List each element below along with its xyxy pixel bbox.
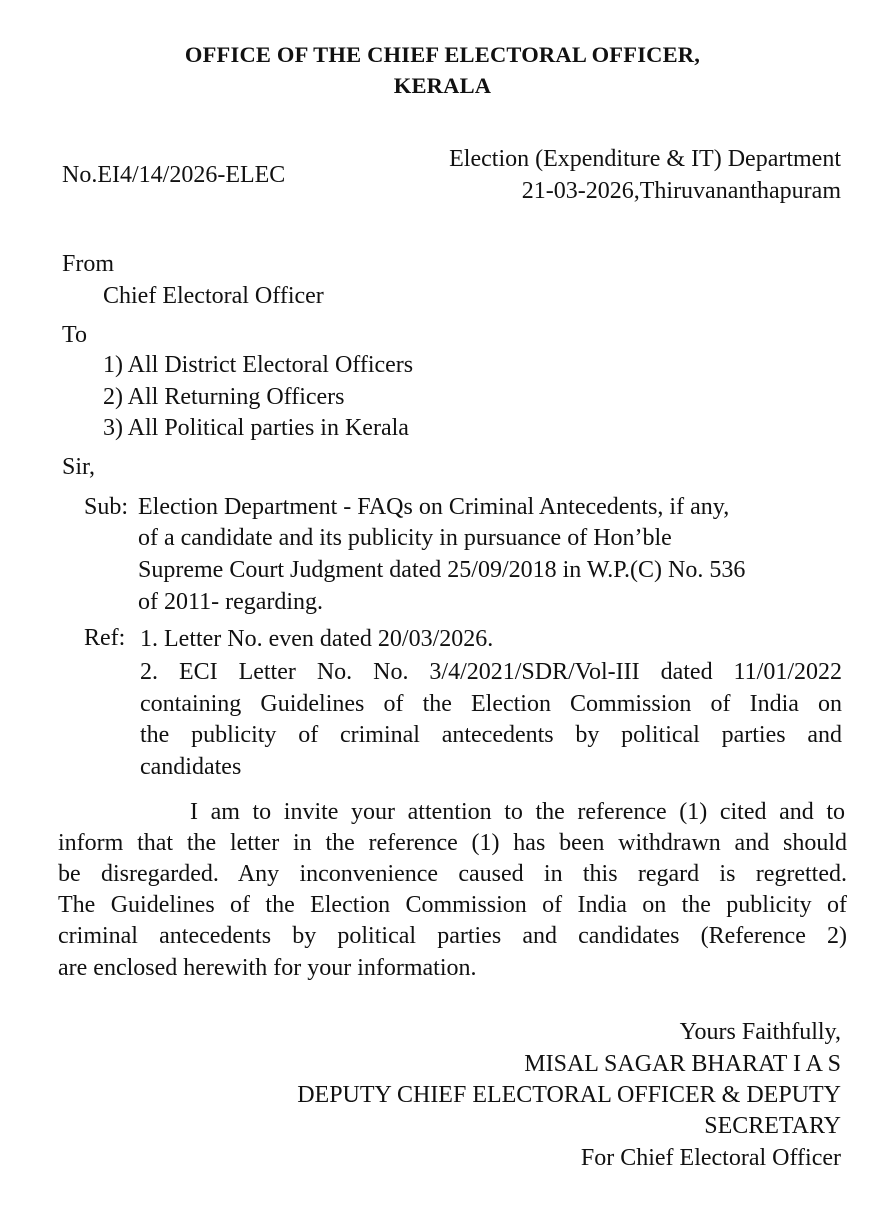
reference-line: candidates	[140, 754, 242, 780]
from-sender: Chief Electoral Officer	[103, 283, 324, 309]
subject-line: of a candidate and its publicity in pursuance of Hon’ble	[138, 525, 672, 551]
recipient-item: 2) All Returning Officers	[103, 384, 345, 410]
recipient-item: 1) All District Electoral Officers	[103, 352, 414, 378]
recipient-item: 3) All Political parties in Kerala	[103, 415, 409, 441]
subject-line: Supreme Court Judgment dated 25/09/2018 in W.P.(C) No. 536	[138, 557, 746, 583]
body-line: are enclosed herewith for your information.	[58, 955, 477, 981]
body-line: The Guidelines of the Election Commission of India on the publicity of	[58, 892, 847, 918]
body-line: criminal antecedents by political parties and candidates (Reference 2)	[58, 923, 847, 949]
salutation: Sir,	[62, 454, 96, 480]
office-title-line2: KERALA	[393, 73, 492, 98]
reference-line: 1. Letter No. even dated 20/03/2026.	[140, 626, 494, 652]
closing: Yours Faithfully,	[679, 1019, 841, 1045]
body-line: inform that the letter in the reference (1) has been withdrawn and should	[58, 830, 847, 856]
subject-line: of 2011- regarding.	[138, 589, 324, 615]
from-label: From	[62, 251, 115, 277]
office-title-line1: OFFICE OF THE CHIEF ELECTORAL OFFICER,	[184, 42, 701, 67]
signatory-designation: DEPUTY CHIEF ELECTORAL OFFICER & DEPUTY	[297, 1082, 841, 1108]
date-place: 21-03-2026,Thiruvananthapuram	[521, 178, 841, 204]
reference-number: No.EI4/14/2026-ELEC	[62, 162, 286, 188]
department-name: Election (Expenditure & IT) Department	[449, 146, 841, 172]
signatory-name: MISAL SAGAR BHARAT I A S	[524, 1051, 841, 1077]
to-label: To	[62, 322, 87, 348]
body-line: I am to invite your attention to the reference (1) cited and to	[190, 799, 845, 825]
subject-label: Sub:	[84, 494, 129, 520]
on-behalf-of: For Chief Electoral Officer	[580, 1145, 841, 1171]
subject-line: Election Department - FAQs on Criminal Antecedents, if any,	[138, 494, 730, 520]
reference-line: the publicity of criminal antecedents by political parties and	[140, 722, 842, 748]
reference-line: 2. ECI Letter No. No. 3/4/2021/SDR/Vol-III dated 11/01/2022	[140, 659, 842, 685]
signatory-designation: SECRETARY	[704, 1113, 841, 1139]
reference-line: containing Guidelines of the Election Commission of India on	[140, 691, 842, 717]
reference-label: Ref:	[84, 625, 126, 651]
body-line: be disregarded. Any inconvenience caused in this regard is regretted.	[58, 861, 847, 887]
